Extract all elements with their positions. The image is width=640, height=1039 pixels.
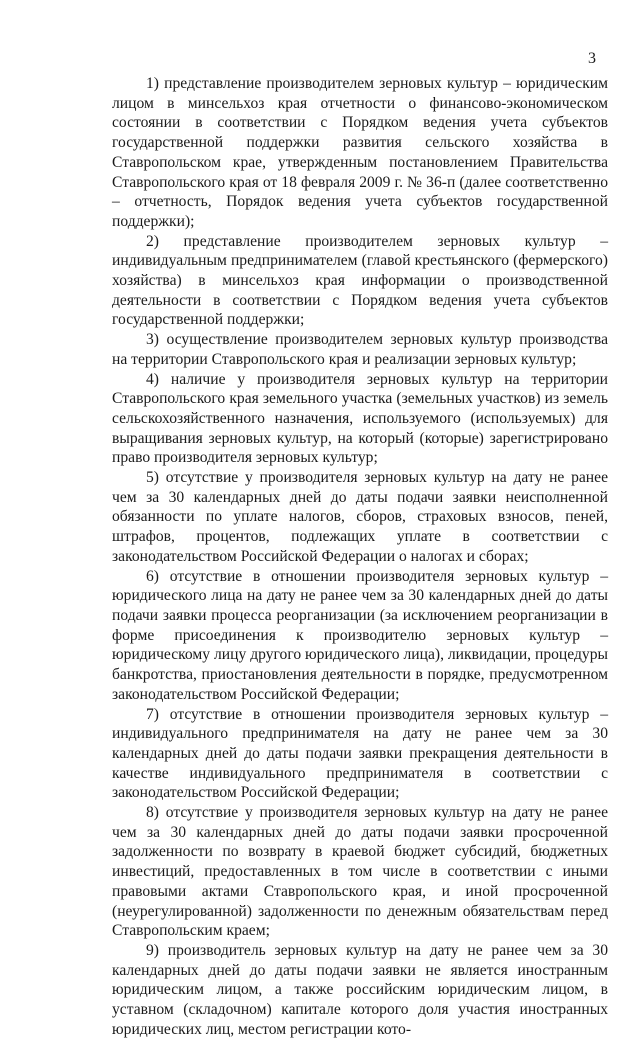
paragraph-8: 8) отсутствие у производителя зерновых культур на дату не ранее чем за 30 календарных дней до даты подачи заявки просроченной задолженности по возврату в краевой бюджет субсидий, бюджетных инвестиций, предоставленных в том числе в соответствии с иными правовыми актами Ставропольского края, и иной просроченной (неурегулированной) задолженности по денежным обязательствам перед Ставропольским краем; — [112, 804, 608, 940]
paragraph-9: 9) производитель зерновых культур на дату не ранее чем за 30 календарных дней до даты подачи заявки не является иностранным юридическим лицом, а также российским юридическим лицом, в уставном (складочном) капитале которого доля участия иностранных юридических лиц, местом регистрации кото- — [112, 941, 608, 1038]
paragraph-4: 4) наличие у производителя зерновых культур на территории Ставропольского края земельного участка (земельных участков) из земель сельскохозяйственного назначения, используемого (используемых) для выращивания зерновых культур, на который (которые) зарегистрировано право производителя зерновых культур; — [112, 370, 608, 467]
page-number: 3 — [588, 50, 596, 67]
paragraph-1: 1) представление производителем зерновых культур – юридическим лицом в минсельхоз края отчетности о финансово-экономическом состоянии в соответствии с Порядком ведения учета субъектов государственной поддержки развития сельского хозяйства в Ставропольском крае, утвержденным постановлением Правительства Ставропольского края от 18 февраля 2009 г. № 36-п (далее соответственно – отчетность, Порядок ведения учета субъектов государственной поддержки); — [112, 75, 608, 230]
paragraph-3: 3) осуществление производителем зерновых культур производства на территории Ставропольского края и реализации зерновых культур; — [112, 331, 608, 368]
paragraph-5: 5) отсутствие у производителя зерновых культур на дату не ранее чем за 30 календарных дней до даты подачи заявки неисполненной обязанности по уплате налогов, сборов, страховых взносов, пеней, штрафов, процентов, подлежащих уплате в соответствии с законодательством Российской Федерации о налогах и сборах; — [112, 469, 608, 565]
paragraph-2: 2) представление производителем зерновых культур – индивидуальным предпринимателем (главой крестьянского (фермерского) хозяйства) в минсельхоз края информации о производственной деятельности в соответствии с Порядком ведения учета субъектов государственной поддержки; — [112, 232, 608, 329]
paragraph-6: 6) отсутствие в отношении производителя зерновых культур – юридического лица на дату не ранее чем за 30 календарных дней до даты подачи заявки процесса реорганизации (за исключением реорганизации в форме присоединения к производителю зерновых культур – юридическому лицу другого юридического лица), ликвидации, процедуры банкротства, приостановления деятельности в порядке, предусмотренном законодательством Российской Федерации; — [112, 567, 608, 703]
document-body — [112, 74, 608, 1039]
paragraph-7: 7) отсутствие в отношении производителя зерновых культур – индивидуального предпринимателя на дату не ранее чем за 30 календарных дней до даты подачи заявки прекращения деятельности в качестве индивидуального предпринимателя в соответствии с законодательством Российской Федерации; — [112, 705, 608, 802]
